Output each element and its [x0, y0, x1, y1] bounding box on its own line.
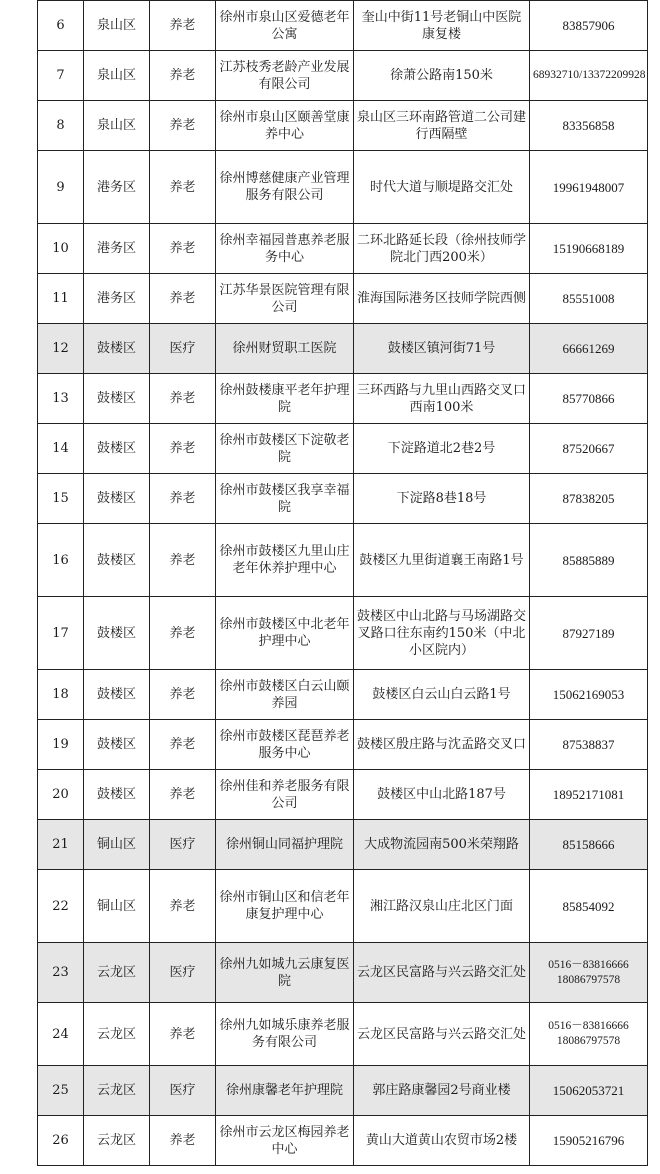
row-number: 26: [38, 1116, 84, 1166]
table-row: [38, 943, 648, 1003]
row-number: 21: [38, 820, 84, 870]
phone-cell: 87538837: [530, 720, 648, 770]
row-number: 11: [38, 274, 84, 324]
phone-cell: 85158666: [530, 820, 648, 870]
type-cell: 养老: [150, 224, 216, 274]
type-cell: 养老: [150, 151, 216, 224]
type-cell: 医疗: [150, 820, 216, 870]
type-cell: 医疗: [150, 1066, 216, 1116]
address-cell: 徐萧公路南150米: [354, 51, 530, 101]
table-row: [38, 424, 648, 474]
institution-name-cell: 徐州幸福园普惠养老服务中心: [216, 224, 354, 274]
table-row: [38, 524, 648, 597]
phone-cell: 68932710/13372209928: [530, 51, 648, 101]
table-row: [38, 720, 648, 770]
row-number: 7: [38, 51, 84, 101]
table-row: [38, 101, 648, 151]
institution-name-cell: 徐州康馨老年护理院: [216, 1066, 354, 1116]
district-cell: 云龙区: [84, 943, 150, 1003]
phone-cell: 87927189: [530, 597, 648, 670]
row-number: 22: [38, 870, 84, 943]
institution-name-cell: 徐州九如城乐康养老服务有限公司: [216, 1003, 354, 1066]
table-row: [38, 597, 648, 670]
address-cell: 鼓楼区白云山白云路1号: [354, 670, 530, 720]
row-number: 12: [38, 324, 84, 374]
phone-cell: 15062169053: [530, 670, 648, 720]
row-number: 10: [38, 224, 84, 274]
address-cell: 鼓楼区殷庄路与沈孟路交叉口: [354, 720, 530, 770]
institution-name-cell: 徐州九如城九云康复医院: [216, 943, 354, 1003]
table-row: [38, 274, 648, 324]
address-cell: 大成物流园南500米荣翔路: [354, 820, 530, 870]
phone-cell: 18952171081: [530, 770, 648, 820]
phone-cell: 15905216796: [530, 1116, 648, 1166]
type-cell: 养老: [150, 474, 216, 524]
table-row: [38, 670, 648, 720]
row-number: 18: [38, 670, 84, 720]
type-cell: 养老: [150, 597, 216, 670]
row-number: 14: [38, 424, 84, 474]
district-cell: 鼓楼区: [84, 524, 150, 597]
type-cell: 养老: [150, 524, 216, 597]
institution-name-cell: 江苏枝秀老龄产业发展有限公司: [216, 51, 354, 101]
phone-cell: 83857906: [530, 1, 648, 51]
phone-cell: 66661269: [530, 324, 648, 374]
institution-name-cell: 徐州佳和养老服务有限公司: [216, 770, 354, 820]
address-cell: 三环西路与九里山西路交叉口西南100米: [354, 374, 530, 424]
phone-cell: 15062053721: [530, 1066, 648, 1116]
institution-name-cell: 徐州财贸职工医院: [216, 324, 354, 374]
row-number: 20: [38, 770, 84, 820]
type-cell: 养老: [150, 870, 216, 943]
phone-cell: 15190668189: [530, 224, 648, 274]
type-cell: 养老: [150, 1, 216, 51]
district-cell: 鼓楼区: [84, 324, 150, 374]
row-number: 25: [38, 1066, 84, 1116]
table-row: [38, 1066, 648, 1116]
district-cell: 泉山区: [84, 51, 150, 101]
institution-name-cell: 徐州博慈健康产业管理服务有限公司: [216, 151, 354, 224]
address-cell: 黄山大道黄山农贸市场2楼: [354, 1116, 530, 1166]
row-number: 23: [38, 943, 84, 1003]
district-cell: 港务区: [84, 224, 150, 274]
row-number: 9: [38, 151, 84, 224]
type-cell: 养老: [150, 720, 216, 770]
address-cell: 奎山中街11号老铜山中医院康复楼: [354, 1, 530, 51]
district-cell: 港务区: [84, 274, 150, 324]
phone-cell: 85854092: [530, 870, 648, 943]
table-row: [38, 870, 648, 943]
institution-name-cell: 徐州市铜山区和信老年康复护理中心: [216, 870, 354, 943]
district-cell: 鼓楼区: [84, 474, 150, 524]
table-row: [38, 324, 648, 374]
address-cell: 郭庄路康馨园2号商业楼: [354, 1066, 530, 1116]
institution-name-cell: 徐州市鼓楼区琵琶养老服务中心: [216, 720, 354, 770]
table-row: [38, 51, 648, 101]
address-cell: 淮海国际港务区技师学院西侧: [354, 274, 530, 324]
row-number: 24: [38, 1003, 84, 1066]
district-cell: 鼓楼区: [84, 424, 150, 474]
institution-name-cell: 徐州市泉山区爱德老年公寓: [216, 1, 354, 51]
district-cell: 鼓楼区: [84, 720, 150, 770]
phone-cell: 19961948007: [530, 151, 648, 224]
address-cell: 鼓楼区九里街道襄王南路1号: [354, 524, 530, 597]
district-cell: 云龙区: [84, 1003, 150, 1066]
address-cell: 二环北路延长段（徐州技师学院北门西200米）: [354, 224, 530, 274]
table-row: [38, 474, 648, 524]
district-cell: 泉山区: [84, 1, 150, 51]
phone-cell: 0516－83816666 18086797578: [530, 1003, 648, 1066]
address-cell: 时代大道与顺堤路交汇处: [354, 151, 530, 224]
type-cell: 养老: [150, 374, 216, 424]
institution-name-cell: 江苏华景医院管理有限公司: [216, 274, 354, 324]
institution-name-cell: 徐州市鼓楼区白云山颐养园: [216, 670, 354, 720]
address-cell: 鼓楼区镇河街71号: [354, 324, 530, 374]
district-cell: 鼓楼区: [84, 374, 150, 424]
district-cell: 鼓楼区: [84, 597, 150, 670]
phone-cell: 87520667: [530, 424, 648, 474]
row-number: 13: [38, 374, 84, 424]
address-cell: 鼓楼区中山北路与马场湖路交叉路口往东南约150米（中北小区院内）: [354, 597, 530, 670]
row-number: 8: [38, 101, 84, 151]
phone-cell: 87838205: [530, 474, 648, 524]
institution-name-cell: 徐州市泉山区颐善堂康养中心: [216, 101, 354, 151]
phone-cell: 85770866: [530, 374, 648, 424]
phone-cell: 85551008: [530, 274, 648, 324]
phone-cell: 85885889: [530, 524, 648, 597]
address-cell: 湘江路汉泉山庄北区门面: [354, 870, 530, 943]
address-cell: 鼓楼区中山北路187号: [354, 770, 530, 820]
row-number: 16: [38, 524, 84, 597]
district-cell: 鼓楼区: [84, 770, 150, 820]
type-cell: 养老: [150, 274, 216, 324]
phone-cell: 0516－83816666 18086797578: [530, 943, 648, 1003]
table-row: [38, 1, 648, 51]
institution-name-cell: 徐州市鼓楼区中北老年护理中心: [216, 597, 354, 670]
institution-table: [37, 0, 648, 1166]
district-cell: 鼓楼区: [84, 670, 150, 720]
type-cell: 养老: [150, 424, 216, 474]
institution-name-cell: 徐州市云龙区梅园养老中心: [216, 1116, 354, 1166]
row-number: 17: [38, 597, 84, 670]
table-row: [38, 224, 648, 274]
district-cell: 铜山区: [84, 870, 150, 943]
phone-cell: 83356858: [530, 101, 648, 151]
table-row: [38, 151, 648, 224]
type-cell: 养老: [150, 1116, 216, 1166]
district-cell: 港务区: [84, 151, 150, 224]
address-cell: 下淀路8巷18号: [354, 474, 530, 524]
institution-name-cell: 徐州市鼓楼区我享幸福院: [216, 474, 354, 524]
table-row: [38, 1116, 648, 1166]
type-cell: 养老: [150, 51, 216, 101]
row-number: 19: [38, 720, 84, 770]
type-cell: 养老: [150, 101, 216, 151]
type-cell: 医疗: [150, 943, 216, 1003]
address-cell: 泉山区三环南路管道二公司建行西隔壁: [354, 101, 530, 151]
district-cell: 泉山区: [84, 101, 150, 151]
type-cell: 养老: [150, 670, 216, 720]
district-cell: 铜山区: [84, 820, 150, 870]
address-cell: 下淀路道北2巷2号: [354, 424, 530, 474]
district-cell: 云龙区: [84, 1066, 150, 1116]
institution-name-cell: 徐州鼓楼康平老年护理院: [216, 374, 354, 424]
table-row: [38, 1003, 648, 1066]
row-number: 6: [38, 1, 84, 51]
table-row: [38, 820, 648, 870]
institution-name-cell: 徐州铜山同福护理院: [216, 820, 354, 870]
type-cell: 养老: [150, 770, 216, 820]
institution-name-cell: 徐州市鼓楼区九里山庄老年休养护理中心: [216, 524, 354, 597]
type-cell: 养老: [150, 1003, 216, 1066]
table-body: [38, 1, 648, 1166]
row-number: 15: [38, 474, 84, 524]
institution-name-cell: 徐州市鼓楼区下淀敬老院: [216, 424, 354, 474]
address-cell: 云龙区民富路与兴云路交汇处: [354, 1003, 530, 1066]
district-cell: 云龙区: [84, 1116, 150, 1166]
table-row: [38, 770, 648, 820]
address-cell: 云龙区民富路与兴云路交汇处: [354, 943, 530, 1003]
table-row: [38, 374, 648, 424]
type-cell: 医疗: [150, 324, 216, 374]
